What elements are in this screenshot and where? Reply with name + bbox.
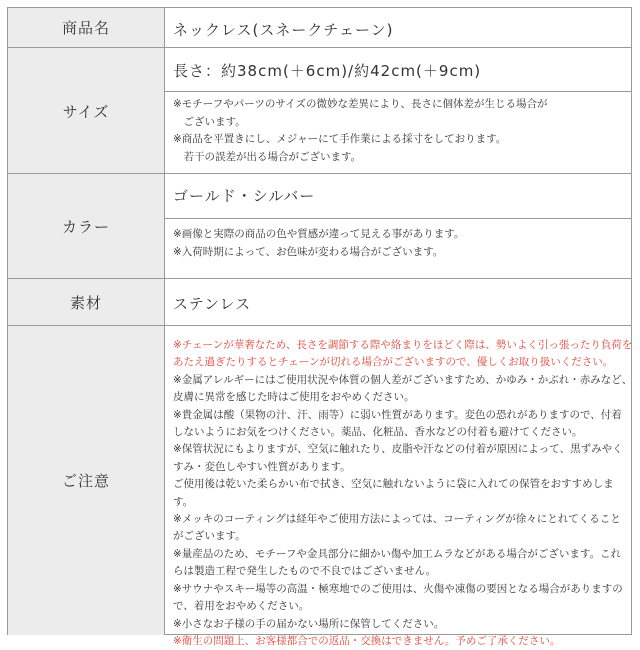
material-value: ステンレス	[173, 295, 252, 313]
divider	[165, 91, 631, 92]
note-line: ※金属アレルギーにはご使用状況や体質の個人差がございますため、かゆみ・かぶれ・赤みなど、	[173, 373, 633, 386]
label-material: 素材	[8, 279, 165, 326]
note-line: ※画像と実際の商品の色や質感が違って見える事があります。	[173, 228, 465, 240]
color-notes	[173, 226, 464, 261]
note-line: ※入荷時期によって、お色味が変わる場合がございます。	[173, 245, 444, 258]
row-size	[8, 47, 631, 174]
note-line: ございます。	[173, 115, 246, 128]
note-line: ご使用後は乾いた柔らかい布で拭き、空気に触れないように袋に入れての保管をおすすめします。	[173, 478, 614, 508]
label-size: サイズ	[8, 48, 165, 174]
product-spec-table	[7, 7, 633, 647]
caution-notes	[173, 337, 633, 650]
note-line: ※小さなお子様の手の届かない場所に保管してください。	[173, 617, 445, 630]
size-notes	[173, 96, 548, 166]
divider	[165, 218, 631, 219]
note-line: ※サウナやスキー場等の高温・極寒地でのご使用は、火傷や凍傷の要因となる場合がありますので、着用をおやめください。	[173, 582, 623, 613]
note-line: ※モチーフやパーツのサイズの微妙な差異により、長さに個体差が生じる場合が	[173, 98, 548, 110]
note-line: 皮膚に異常を感じた時はご使用をおやめください。	[173, 391, 415, 404]
note-line: ※保管状況にもよりますが、空気に触れたり、皮脂や汗などの付着が原因によって、黒ずみやくすみ・変色しやすい性質があります。	[173, 443, 623, 473]
value-cell	[165, 8, 631, 47]
value-cell	[165, 279, 631, 326]
row-material	[8, 278, 631, 326]
row-caution	[8, 325, 633, 647]
note-line: しないようにお気をつけください。薬品、化粧品、香水などの付着も避けてください。	[173, 426, 583, 439]
size-value: 長さ：約38cm(＋6cm)/約42cm(＋9cm)	[173, 62, 482, 80]
note-line: ※量産品のため、モチーフや金具部分に細かい傷や加工ムラなどがある場合がございます。これらは製造工程で発生したもので不良ではございません。	[173, 547, 622, 578]
note-line: 若干の誤差が出る場合がございます。	[173, 150, 362, 163]
label-color: カラー	[8, 174, 165, 279]
label-product-name: 商品名	[8, 8, 165, 47]
note-line: ※商品を平置きにし、メジャーにて手作業による採寸をしております。	[173, 133, 507, 146]
color-value: ゴールド・シルバー	[173, 187, 316, 205]
label-caution: ご注意	[8, 326, 165, 635]
row-product-name	[8, 8, 631, 47]
warning-line: ※衛生の問題上、お客様都合での返品・交換はできません。予めご了承ください。	[173, 634, 561, 647]
product-name-value: ネックレス(スネークチェーン)	[173, 21, 394, 39]
note-line: ※メッキのコーティングは経年やご使用方法によっては、コーティングが徐々にとれてくることがございます。	[173, 513, 621, 543]
warning-line: あたえ過ぎたりするとチェーンが切れる場合がございますので、優しくお取り扱いください。	[173, 356, 614, 369]
warning-line: ※チェーンが華奢なため、長さを調節する際や絡まりをほどく際は、勢いよく引っ張ったり負荷を	[173, 339, 633, 351]
note-line: ※貴金属は酸（果物の汁、汗、雨等）に弱い性質があります。変色の恐れがありますので、付着	[173, 408, 622, 421]
row-color	[8, 173, 631, 279]
